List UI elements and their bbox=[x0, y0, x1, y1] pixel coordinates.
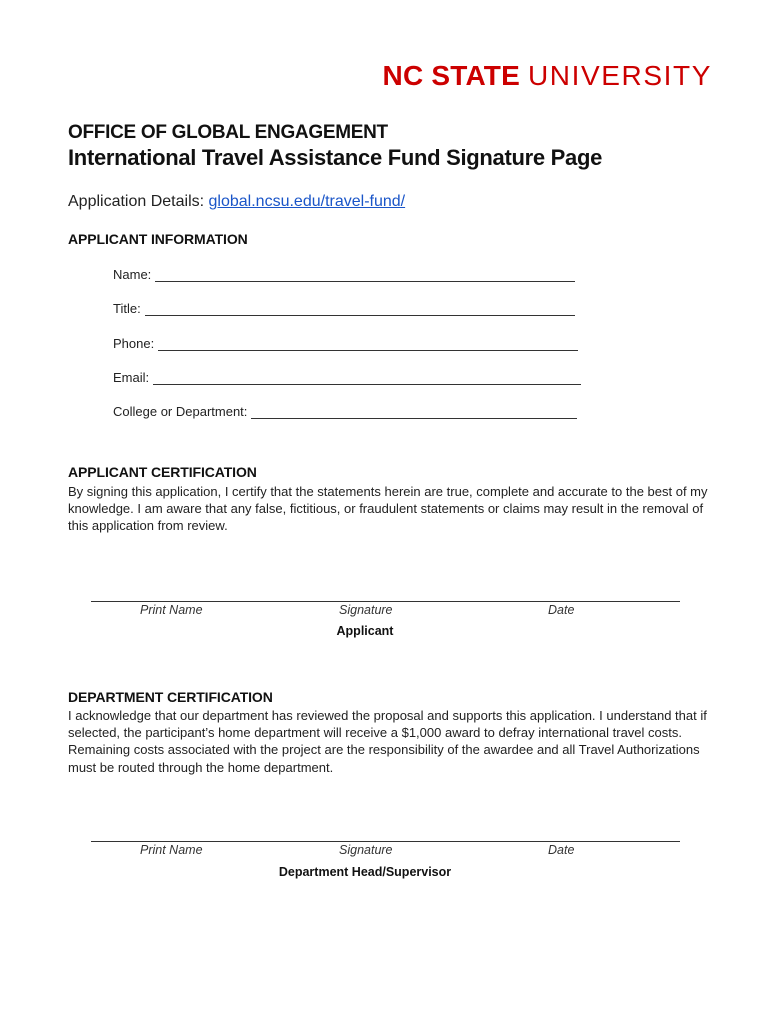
college-department-field-blank[interactable] bbox=[251, 406, 577, 419]
department-print-name-label: Print Name bbox=[140, 843, 203, 857]
title-field[interactable] bbox=[113, 300, 575, 316]
department-certification-text: I acknowledge that our department has reviewed the proposal and supports this application. I understand that if selected, the participant’s home department will receive a $1,000 award to defray international travel costs. Remaining costs associated with the project are the responsibility of the awardee and all Travel Authorizations must be routed through the home department. bbox=[68, 708, 707, 775]
office-heading: OFFICE OF GLOBAL ENGAGEMENT bbox=[68, 122, 388, 143]
department-date-label: Date bbox=[548, 843, 575, 857]
applicant-information-heading: APPLICANT INFORMATION bbox=[68, 231, 248, 247]
email-field-blank[interactable] bbox=[153, 372, 581, 385]
department-signature-label: Signature bbox=[339, 843, 393, 857]
applicant-certification-heading: APPLICANT CERTIFICATION bbox=[68, 464, 257, 480]
name-field[interactable] bbox=[113, 266, 575, 282]
phone-field-label: Phone: bbox=[113, 336, 155, 351]
name-field-blank[interactable] bbox=[155, 269, 575, 282]
college-department-field-label: College or Department: bbox=[113, 404, 248, 419]
department-role-label: Department Head/Supervisor bbox=[278, 865, 452, 879]
applicant-certification-text: By signing this application, I certify that the statements herein are true, complete and accurate to the best of my knowledge. I am aware that any false, fictitious, or fraudulent statements or claims may result in the removal of this application from review. bbox=[68, 484, 708, 534]
title-field-blank[interactable] bbox=[145, 303, 575, 316]
applicant-role-label: Applicant bbox=[336, 624, 394, 638]
name-field-label: Name: bbox=[113, 267, 152, 282]
email-field[interactable] bbox=[113, 369, 581, 385]
college-department-field[interactable] bbox=[113, 403, 577, 419]
applicant-signature-line[interactable] bbox=[91, 601, 680, 602]
nc-state-university-logo bbox=[383, 60, 712, 92]
phone-field-blank[interactable] bbox=[158, 338, 578, 351]
logo-light-text: UNIVERSITY bbox=[527, 60, 712, 91]
application-details bbox=[68, 193, 405, 211]
title-field-label: Title: bbox=[113, 301, 141, 316]
application-details-link[interactable]: global.ncsu.edu/travel-fund/ bbox=[208, 193, 406, 210]
applicant-signature-label: Signature bbox=[339, 603, 393, 617]
department-signature-line[interactable] bbox=[91, 841, 680, 842]
applicant-date-label: Date bbox=[548, 603, 575, 617]
application-details-label: Application Details: bbox=[68, 193, 205, 210]
applicant-print-name-label: Print Name bbox=[140, 603, 203, 617]
page-title: International Travel Assistance Fund Signature Page bbox=[68, 145, 603, 170]
department-certification-heading: DEPARTMENT CERTIFICATION bbox=[68, 689, 273, 705]
email-field-label: Email: bbox=[113, 370, 150, 385]
logo-bold-text: NC STATE bbox=[382, 60, 520, 91]
phone-field[interactable] bbox=[113, 335, 578, 351]
